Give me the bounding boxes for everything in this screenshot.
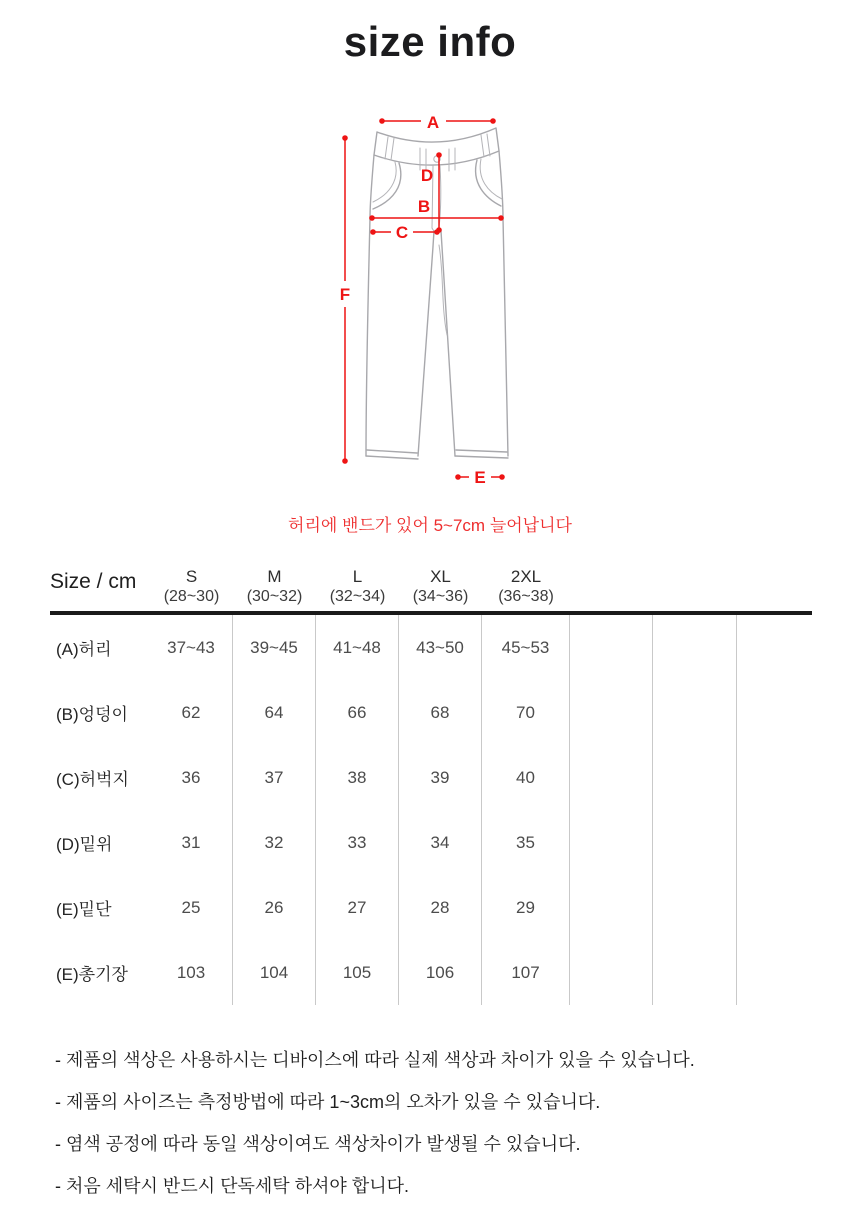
cell-value: 27 [316,875,399,940]
column-header-s [150,552,233,611]
pants-measurement-diagram [0,0,860,507]
cell-value: 31 [150,810,233,875]
cell-empty [570,875,653,940]
cell-empty [737,745,812,810]
cell-value: 37~43 [150,615,233,680]
cell-value: 104 [233,940,316,1005]
cell-value: 28 [399,875,482,940]
cell-value: 41~48 [316,615,399,680]
pants-sketch [366,128,508,459]
cell-empty [570,810,653,875]
cell-value: 39 [399,745,482,810]
table-corner-label: Size / cm [50,569,137,593]
row-label-hem: (E)밑단 [56,900,112,919]
cell-value: 105 [316,940,399,1005]
row-label-hip: (B)엉덩이 [56,705,128,724]
cell-empty [737,680,812,745]
measure-label-B: B [417,197,431,216]
cell-empty [653,875,737,940]
note-line: - 처음 세탁시 반드시 단독세탁 하셔야 합니다. [55,1176,409,1196]
cell-empty [737,810,812,875]
cell-value: 36 [150,745,233,810]
cell-empty [653,680,737,745]
cell-value: 37 [233,745,316,810]
note-line: - 염색 공정에 따라 동일 색상이여도 색상차이가 발생될 수 있습니다. [55,1134,581,1154]
column-range-label: (32~34) [329,588,386,605]
column-size-label: M [267,567,282,586]
waistband-stretch-note: 허리에 밴드가 있어 5~7cm 늘어납니다 [288,516,572,535]
note-line: - 제품의 사이즈는 측정방법에 따라 1~3cm의 오차가 있을 수 있습니다. [55,1092,601,1112]
measure-label-E: E [474,468,486,487]
cell-empty [570,745,653,810]
column-header-2xl [482,552,570,611]
size-table [50,552,812,1005]
cell-value: 39~45 [233,615,316,680]
column-size-label: L [352,567,363,586]
column-header-empty [653,552,737,611]
cell-value: 70 [482,680,570,745]
cell-value: 62 [150,680,233,745]
measure-label-A: A [426,113,440,132]
note-line: - 제품의 색상은 사용하시는 디바이스에 따라 실제 색상과 차이가 있을 수 있습니다. [55,1050,695,1070]
cell-value: 43~50 [399,615,482,680]
measure-hem-E [455,468,505,487]
column-range-label: (34~36) [412,588,469,605]
row-label-waist: (A)허리 [56,640,112,659]
cell-value: 103 [150,940,233,1005]
column-range-label: (28~30) [163,588,220,605]
cell-empty [737,875,812,940]
measure-label-D: D [420,166,434,185]
column-size-label: S [185,567,198,586]
column-header-xl [399,552,482,611]
cell-value: 32 [233,810,316,875]
cell-empty [653,615,737,680]
page-title: size info [343,18,517,65]
measure-thigh-C [370,223,440,242]
cell-value: 29 [482,875,570,940]
measure-label-F: F [339,285,351,304]
cell-empty [570,615,653,680]
column-size-label: 2XL [510,567,542,586]
cell-value: 33 [316,810,399,875]
column-header-empty [570,552,653,611]
cell-empty [570,680,653,745]
cell-empty [737,940,812,1005]
column-range-label: (36~38) [498,588,554,605]
cell-value: 66 [316,680,399,745]
column-range-label: (30~32) [246,588,303,605]
measure-label-C: C [395,223,409,242]
measure-waist-A [379,113,496,132]
measure-hip-B [369,197,504,221]
column-header-empty [737,552,812,611]
cell-value: 34 [399,810,482,875]
cell-value: 45~53 [482,615,570,680]
cell-value: 40 [482,745,570,810]
column-size-label: XL [430,567,451,586]
measure-length-F [340,135,350,464]
cell-empty [653,745,737,810]
cell-empty [653,810,737,875]
cell-value: 64 [233,680,316,745]
size-table-header [50,552,812,615]
cell-value: 68 [399,680,482,745]
column-header-l [316,552,399,611]
row-label-thigh: (C)허벅지 [56,770,129,789]
cell-value: 107 [482,940,570,1005]
cell-value: 35 [482,810,570,875]
column-header-m [233,552,316,611]
cell-value: 38 [316,745,399,810]
cell-empty [570,940,653,1005]
size-table-body [50,615,812,1005]
row-label-total-length: (E)총기장 [56,965,128,984]
cell-value: 25 [150,875,233,940]
row-label-rise: (D)밑위 [56,835,113,854]
cell-empty [653,940,737,1005]
cell-value: 26 [233,875,316,940]
product-notes [55,1050,815,1218]
cell-value: 106 [399,940,482,1005]
cell-empty [737,615,812,680]
